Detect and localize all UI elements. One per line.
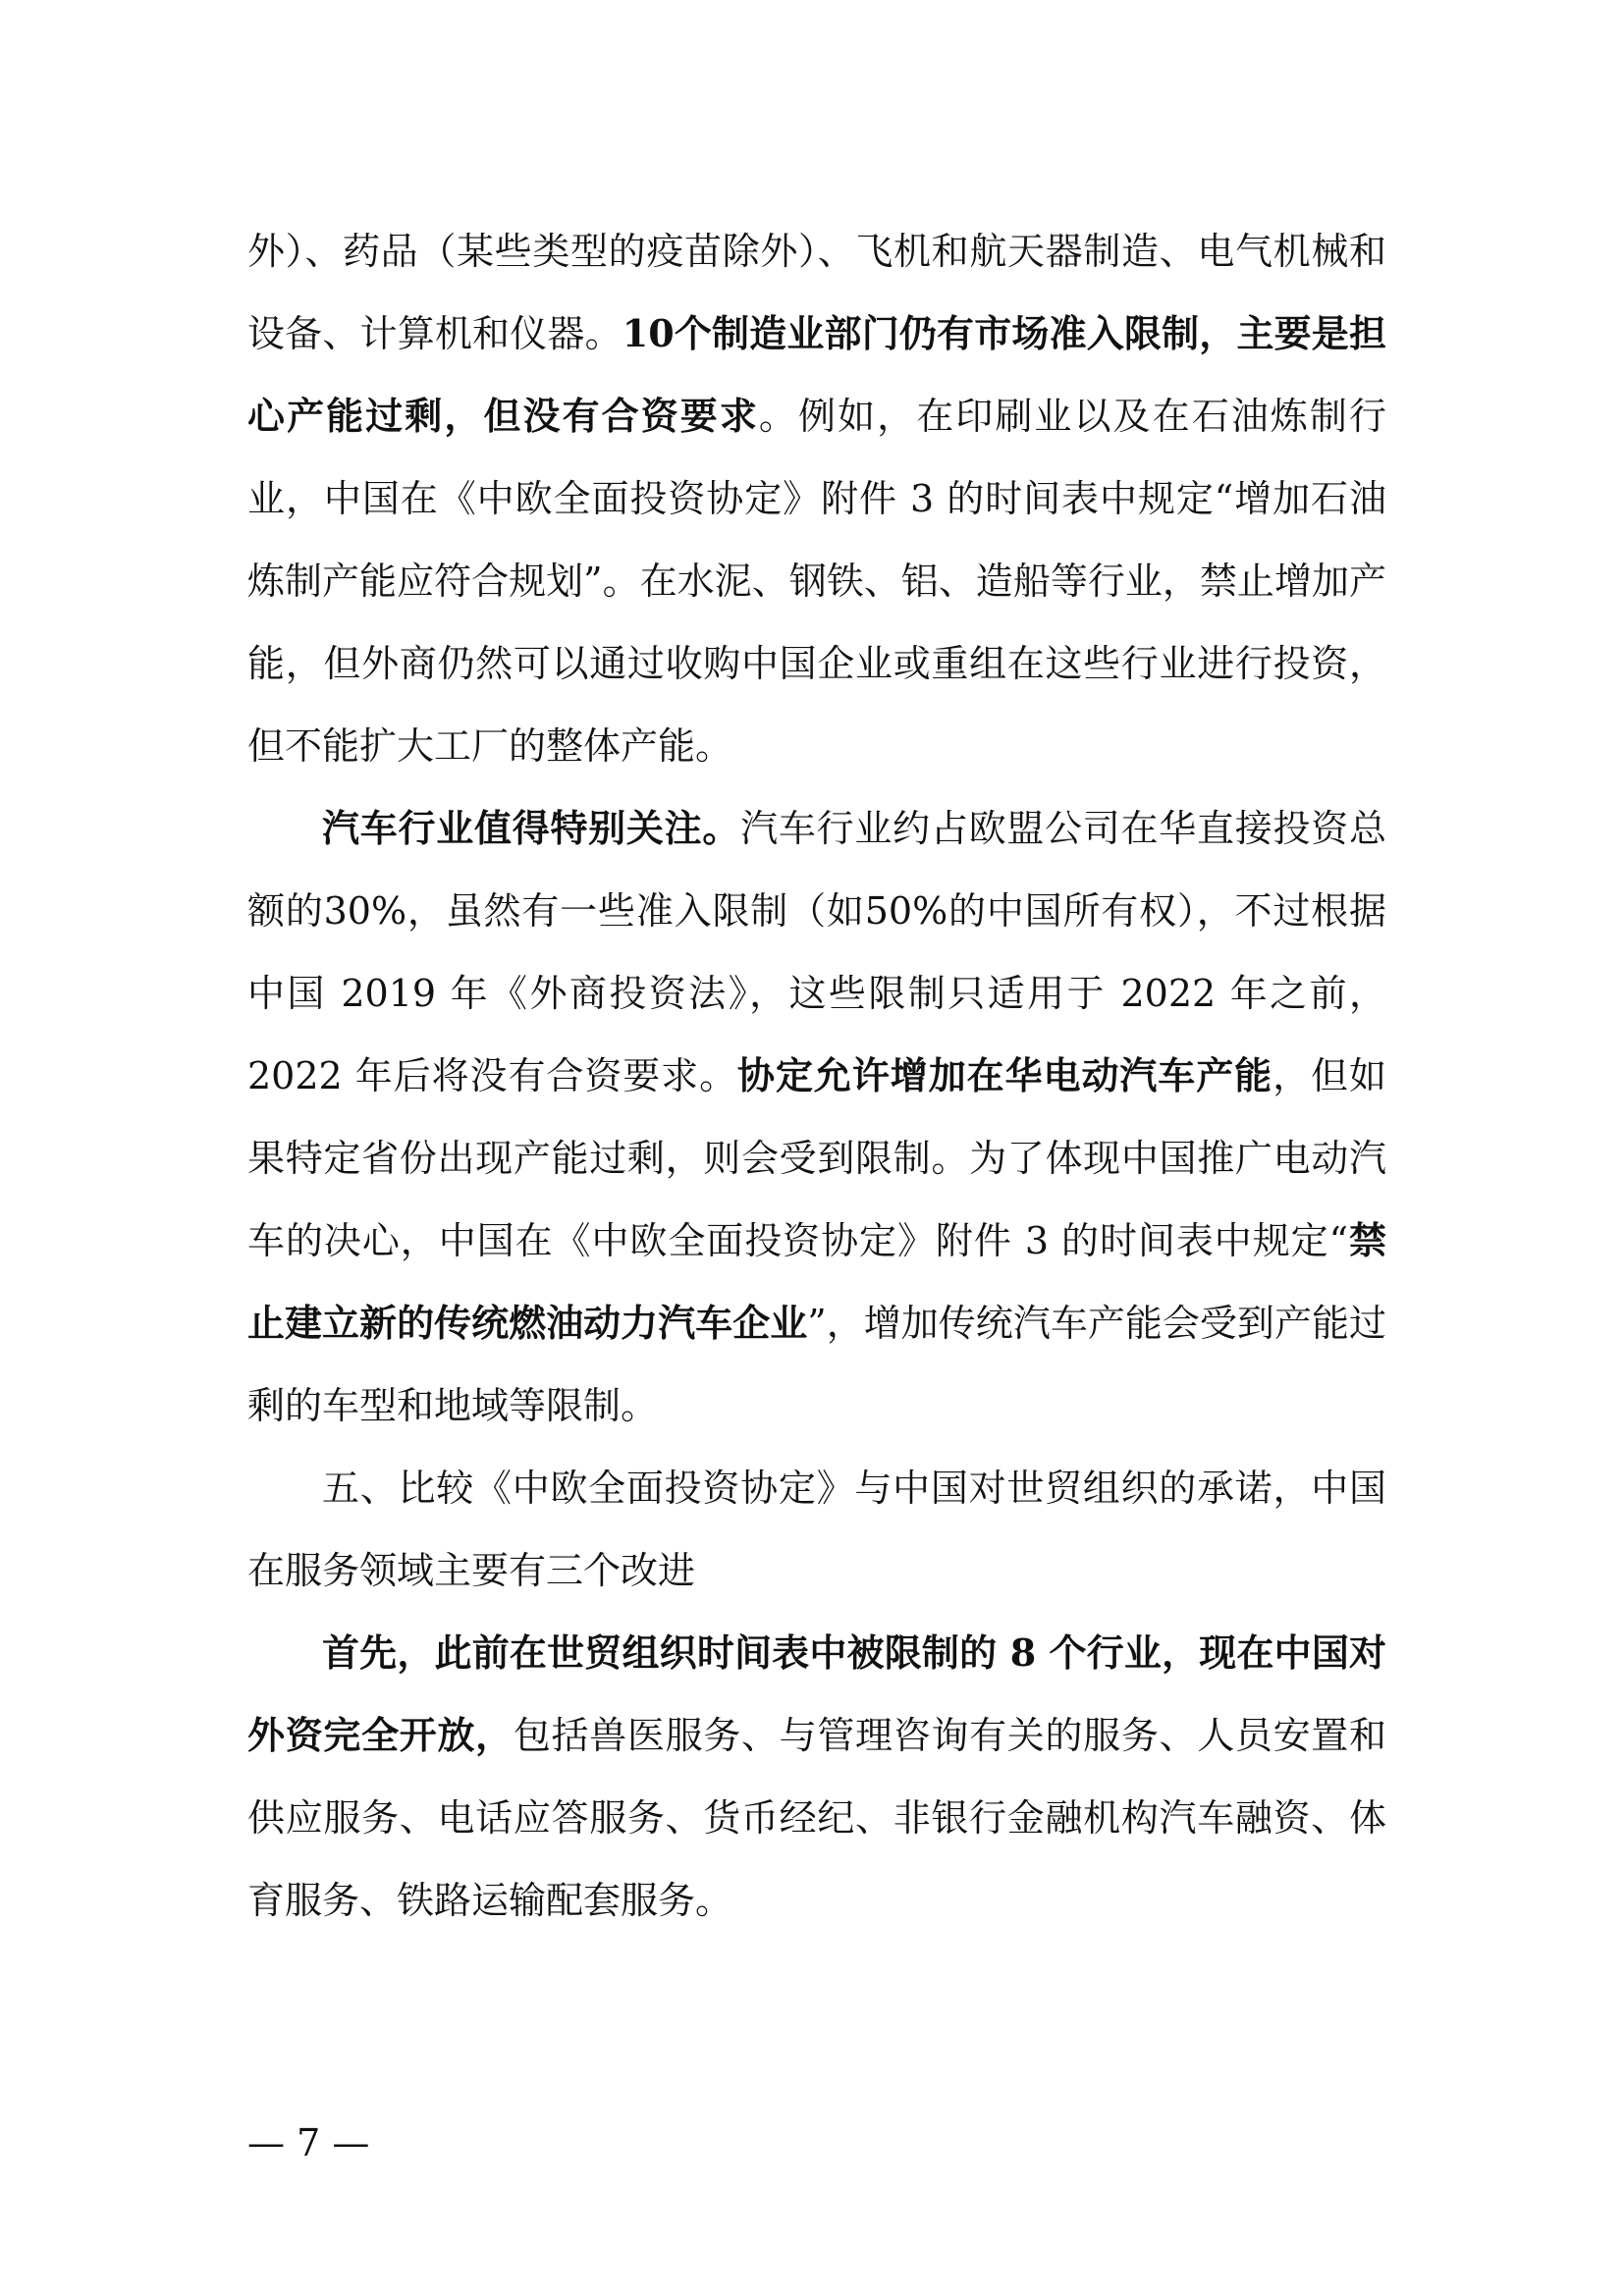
text-run: ，但如果特定省份出现产能过剩，则会受到限制。为了体现中国推广电动汽车的决心，中国在《中欧全面投资协定》附件 3 的时间表中规定“ — [247, 1054, 1386, 1262]
paragraph-automotive — [247, 787, 1386, 1447]
page-number: — 7 — — [247, 2121, 370, 2164]
bold-text-run: 首先，此前在世贸组织时间表中被限制的 8 个行业，现在中国对外资完全开放， — [247, 1630, 1386, 1757]
paragraph-manufacturing — [247, 210, 1386, 787]
text-run: 汽车行业约占欧盟公司在华直接投资总额的30%，虽然有一些准入限制（如50%的中国所有权），不过根据中国 2019 年《外商投资法》，这些限制只适用于 2022 年之前，2022 年后将没有合资要求。 — [247, 807, 1386, 1097]
text-run: 。例如，在印刷业以及在石油炼制行业，中国在《中欧全面投资协定》附件 3 的时间表中规定“增加石油炼制产能应符合规划”。在水泥、钢铁、铝、造船等行业，禁止增加产能，但外商仍然可以通过收购中国企业或重组在这些行业进行投资，但不能扩大工厂的整体产能。 — [247, 395, 1386, 768]
bold-text-run: 汽车行业值得特别关注。 — [322, 806, 741, 850]
bold-text-run: 10个制造业部门仍有市场准入限制，主要是担心产能过剩，但没有合资要求 — [247, 311, 1386, 438]
text-run: 五、比较《中欧全面投资协定》与中国对世贸组织的承诺，中国在服务领域主要有三个改进 — [247, 1467, 1386, 1592]
text-run: 外）、药品（某些类型的疫苗除外）、飞机和航天器制造、电气机械和设备、计算机和仪器。 — [247, 230, 1386, 355]
section-heading-five — [247, 1447, 1386, 1612]
bold-text-run: 协定允许增加在华电动汽车产能 — [737, 1053, 1273, 1097]
text-run: 包括兽医服务、与管理咨询有关的服务、人员安置和供应服务、电话应答服务、货币经纪、非银行金融机构汽车融资、体育服务、铁路运输配套服务。 — [247, 1714, 1386, 1922]
body-text — [247, 210, 1386, 1942]
paragraph-services-first — [247, 1612, 1386, 1942]
text-run: ”，增加传统汽车产能会受到产能过剩的车型和地域等限制。 — [247, 1302, 1386, 1427]
bold-text-run: 禁止建立新的传统燃油动力汽车企业 — [247, 1218, 1386, 1345]
